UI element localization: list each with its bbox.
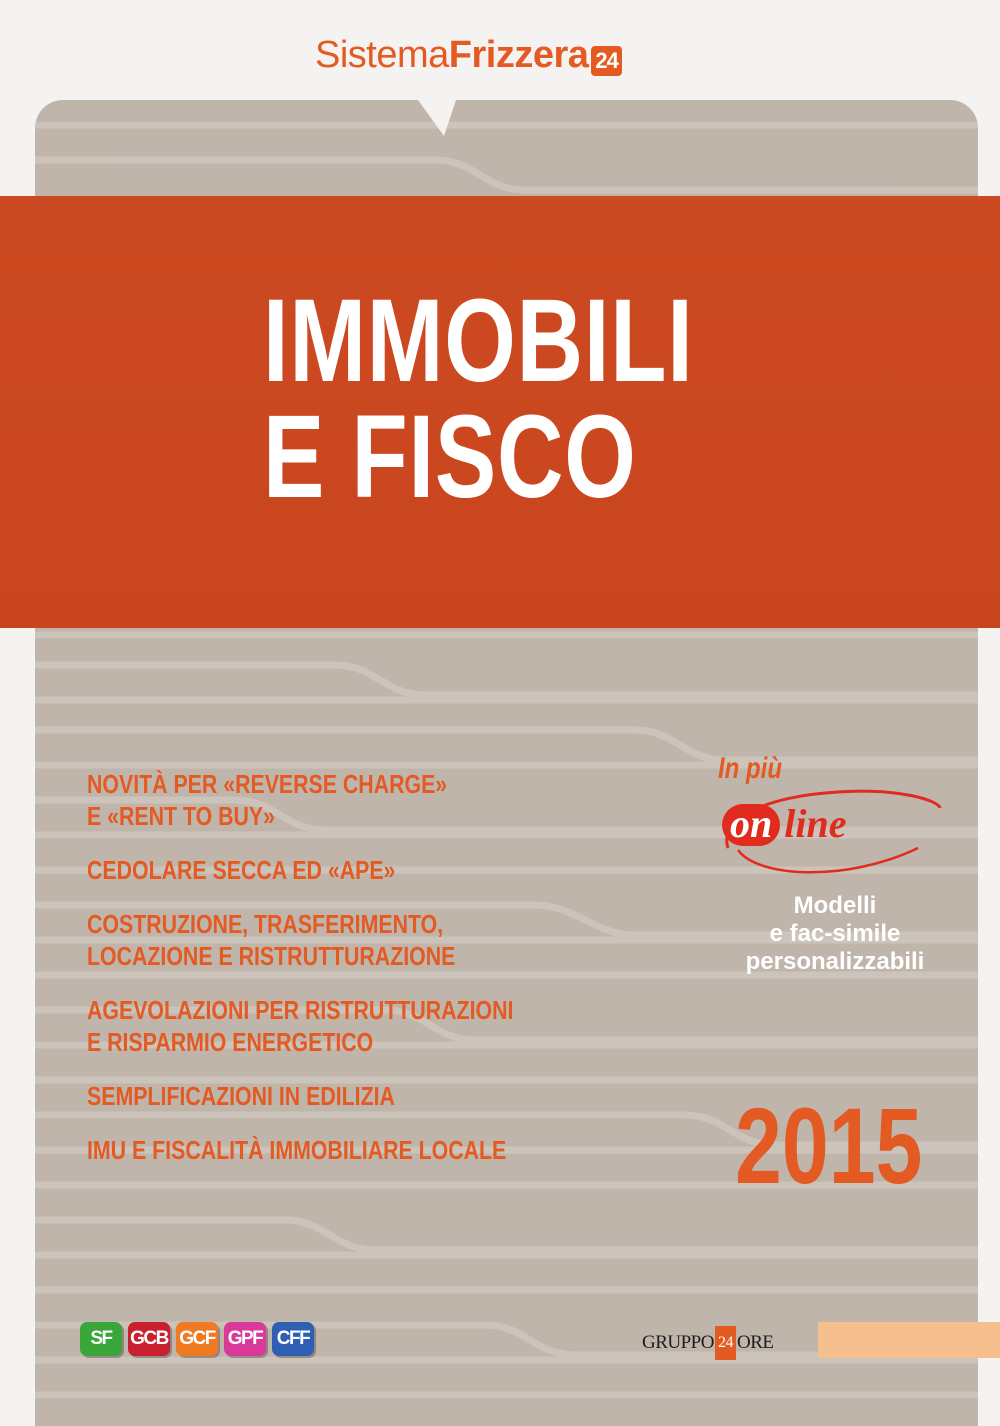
publisher-part-2: ORE <box>736 1332 774 1353</box>
book-title <box>263 275 694 523</box>
series-logo-gcf: GCF <box>176 1322 218 1356</box>
promo-description <box>695 892 975 976</box>
topic-item: NOVITÀ PER «REVERSE CHARGE» E «RENT TO BUY» <box>87 769 448 831</box>
series-logo-sf: SF <box>80 1322 122 1356</box>
series-logos <box>80 1322 314 1356</box>
topic-item: COSTRUZIONE, TRASFERIMENTO, LOCAZIONE E RISTRUTTURAZIONE <box>87 909 456 971</box>
peach-strip <box>818 1322 1000 1358</box>
publisher-part-1: GRUPPO <box>642 1332 714 1353</box>
publisher-number: 24 <box>715 1326 736 1360</box>
topic-item: CEDOLARE SECCA ED «APE» <box>87 855 396 885</box>
online-logo <box>722 800 846 847</box>
topic-item: SEMPLIFICAZIONI IN EDILIZIA <box>87 1081 395 1111</box>
brand-badge: 24 <box>591 46 621 76</box>
brand-bold-text: Frizzera <box>448 33 589 76</box>
edition-year: 2015 <box>735 1085 923 1206</box>
online-on-text: on <box>722 804 780 846</box>
promo-line-1: Modelli <box>793 892 877 919</box>
promo-line-2: e fac-simile <box>769 920 901 947</box>
title-line-2: E FISCO <box>263 391 637 523</box>
title-line-1: IMMOBILI <box>263 275 694 407</box>
series-logo-gcb: GCB <box>128 1322 170 1356</box>
in-piu-label: In più <box>718 752 782 785</box>
series-logo-cff: CFF <box>272 1322 314 1356</box>
speech-bubble-notch <box>418 100 456 136</box>
topic-item: IMU E FISCALITÀ IMMOBILIARE LOCALE <box>87 1135 507 1165</box>
brand-light-text: Sistema <box>315 33 449 76</box>
topic-list <box>87 768 647 1188</box>
online-line-text: line <box>784 801 847 846</box>
topic-item: AGEVOLAZIONI PER RISTRUTTURAZIONI E RISPARMIO ENERGETICO <box>87 995 514 1057</box>
series-logo-gpf: GPF <box>224 1322 266 1356</box>
brand-logo <box>315 30 622 80</box>
publisher-logo <box>642 1325 773 1361</box>
promo-line-3: personalizzabili <box>745 948 925 975</box>
